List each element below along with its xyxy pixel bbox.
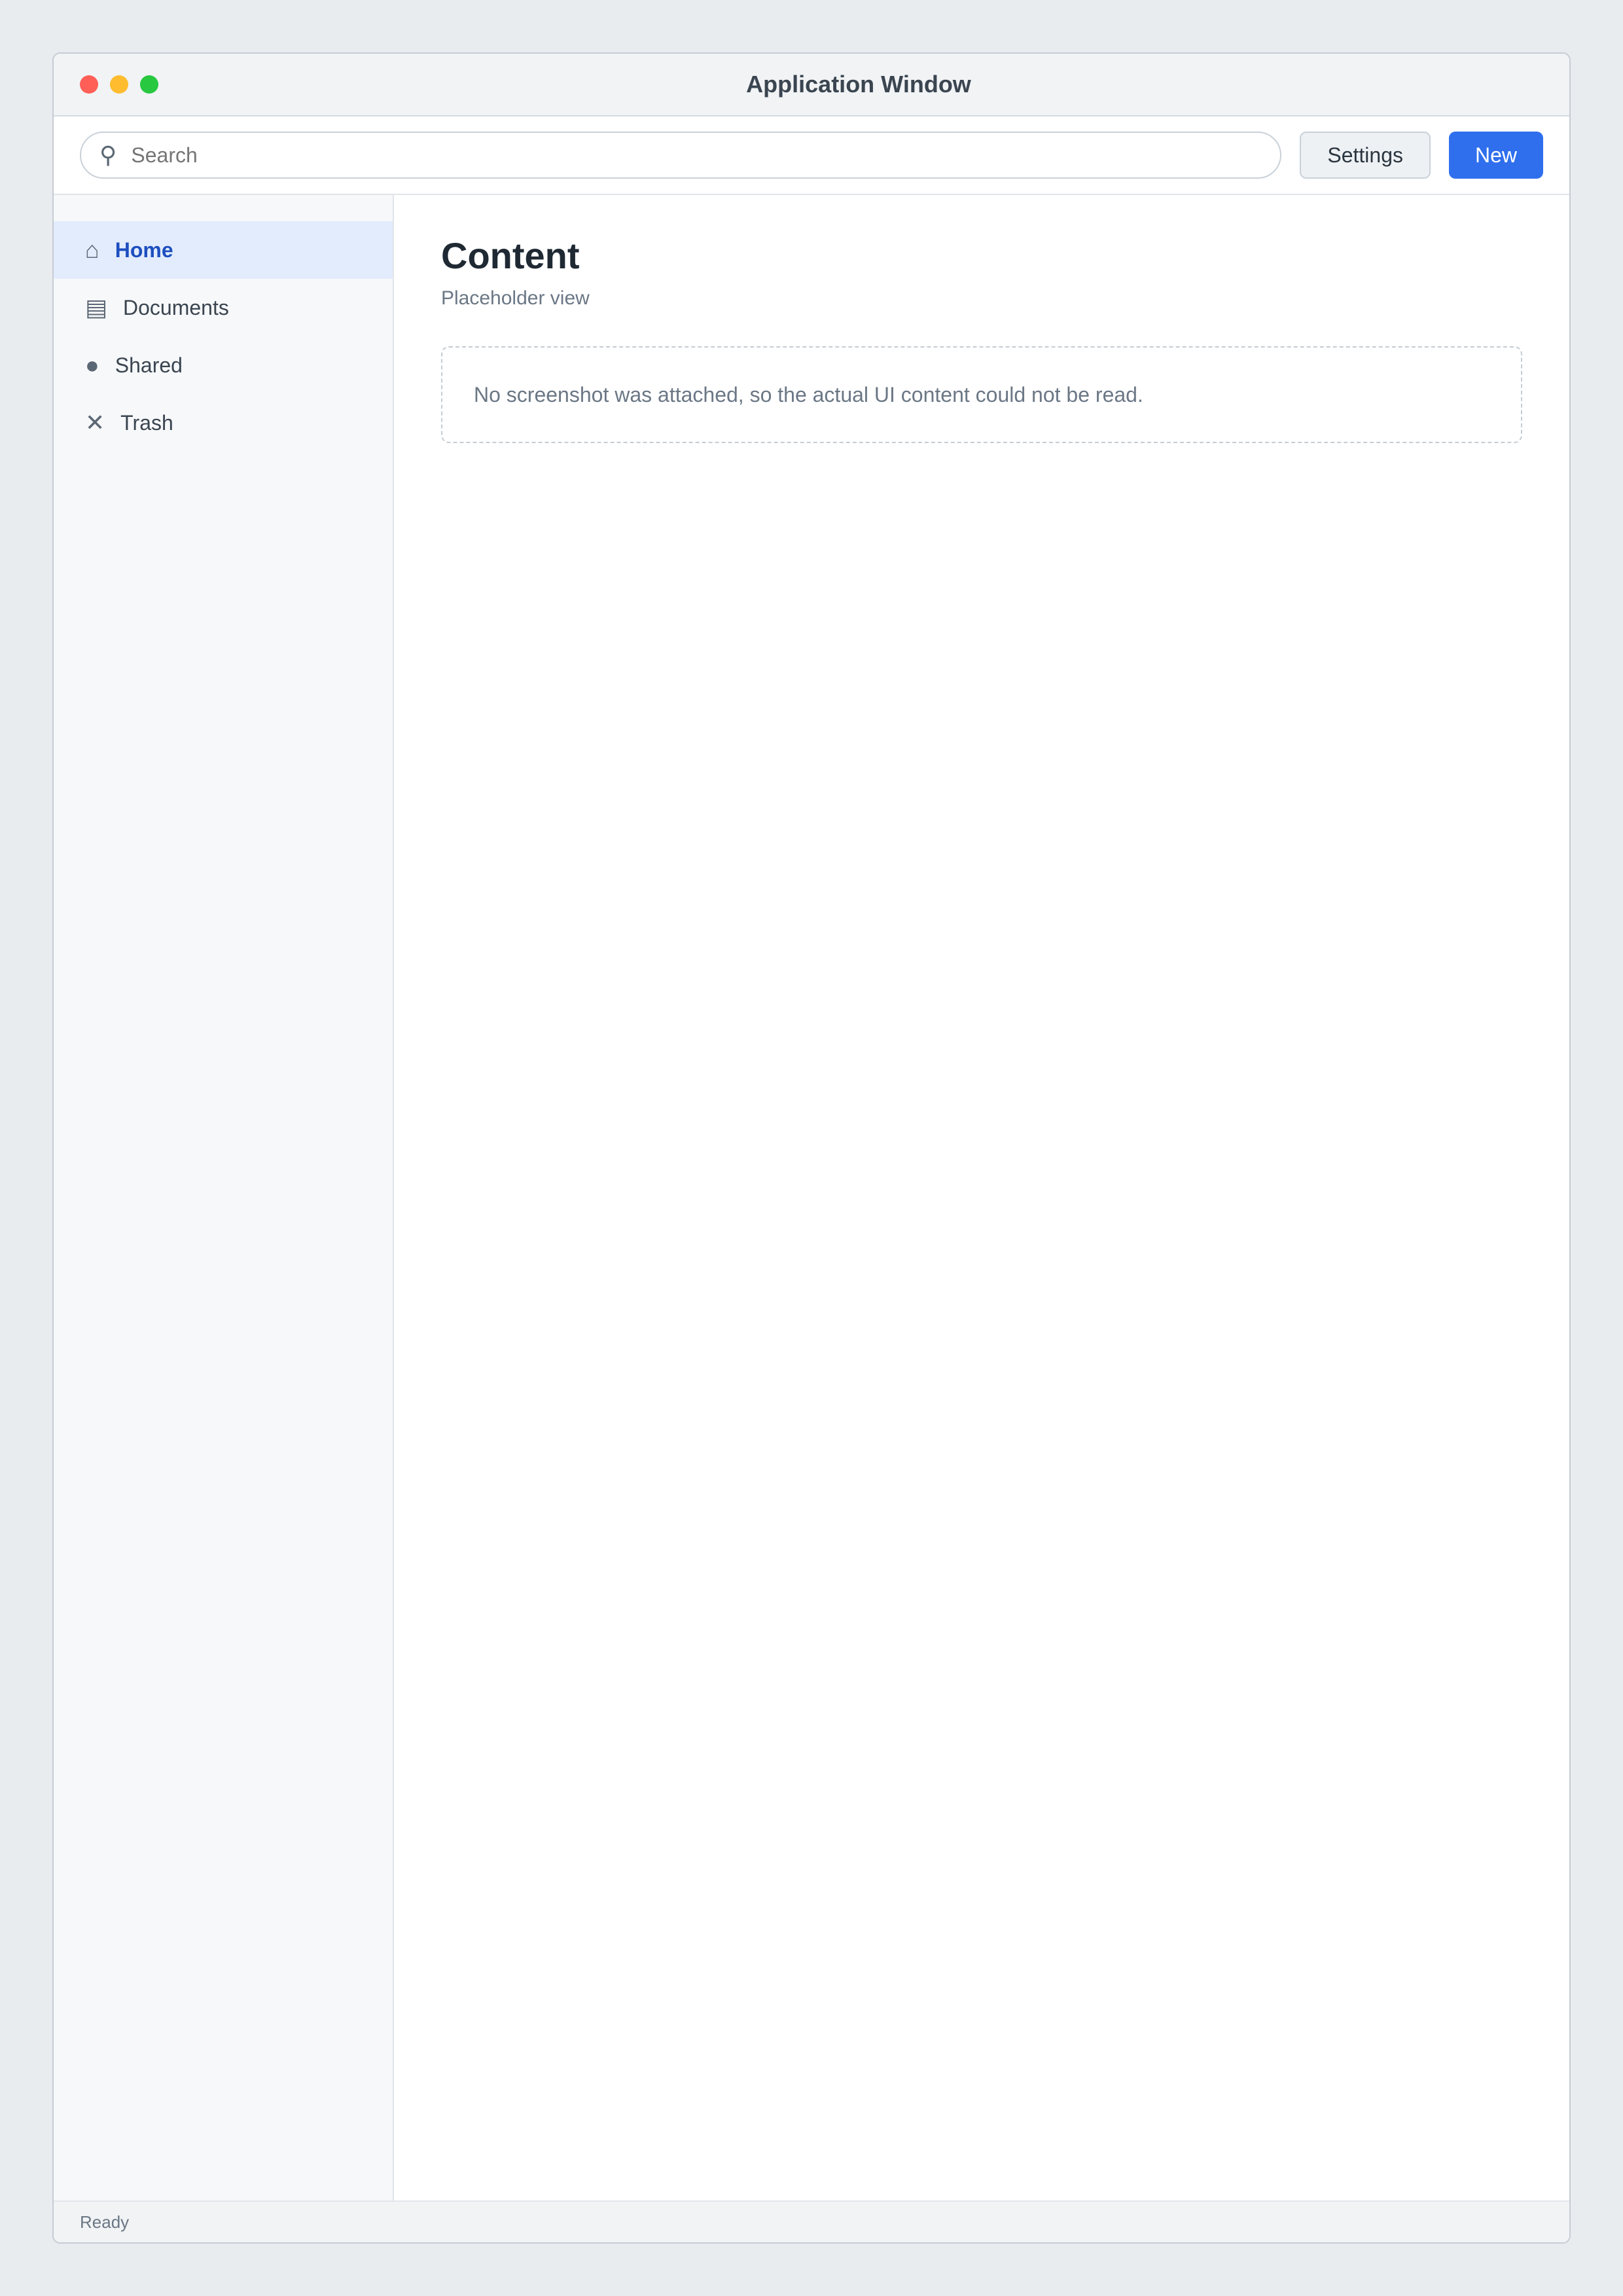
sidebar-item-trash[interactable] <box>54 394 393 452</box>
sidebar-item-label: Documents <box>123 295 229 319</box>
settings-button[interactable]: Settings <box>1300 132 1431 179</box>
home-icon: ⌂ <box>85 236 99 263</box>
window-body <box>54 195 1569 2200</box>
search-icon: ⚲ <box>99 141 117 168</box>
page-subtitle: Placeholder view <box>441 287 590 309</box>
search-input[interactable] <box>130 143 1262 168</box>
window-title: Application Window <box>746 71 971 98</box>
sidebar-item-documents[interactable] <box>54 279 393 336</box>
missing-screenshot-notice: No screenshot was attached, so the actual UI content could not be read. <box>441 346 1522 443</box>
sidebar-item-shared[interactable] <box>54 336 393 394</box>
search-box <box>80 132 1281 179</box>
minimize-button[interactable] <box>110 75 128 94</box>
sidebar-item-home[interactable] <box>54 221 393 279</box>
title-bar <box>54 54 1569 117</box>
trash-icon: ✕ <box>85 409 105 436</box>
page-title: Content <box>441 235 580 276</box>
app-window <box>52 52 1571 2244</box>
main-content <box>394 195 1569 2200</box>
users-icon: ● <box>85 351 99 378</box>
sidebar-item-label: Home <box>115 238 173 262</box>
maximize-button[interactable] <box>140 75 158 94</box>
folder-icon: ▤ <box>85 294 108 321</box>
sidebar-item-label: Trash <box>120 410 173 435</box>
sidebar <box>54 195 394 2200</box>
status-text: Ready <box>80 2212 130 2232</box>
toolbar <box>54 117 1569 195</box>
sidebar-item-label: Shared <box>115 353 183 377</box>
new-button[interactable]: New <box>1449 132 1543 179</box>
window-controls <box>80 75 158 94</box>
close-button[interactable] <box>80 75 98 94</box>
status-bar <box>54 2200 1569 2242</box>
